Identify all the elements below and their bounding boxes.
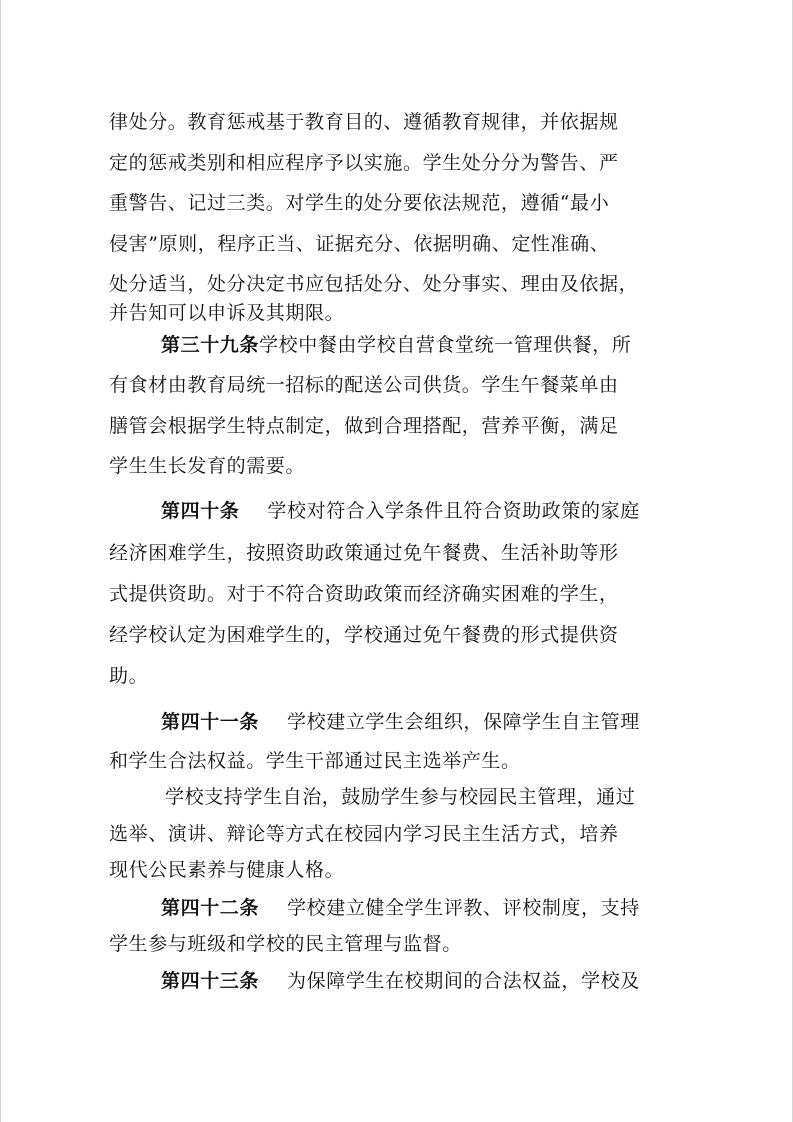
line-text: 学校支持学生自治，鼓励学生参与校园民主管理，通过	[165, 786, 636, 808]
text-line	[165, 782, 635, 809]
line-text: 定的惩戒类别和相应程序予以实施。学生处分分为警告、严	[109, 152, 619, 174]
text-line	[109, 188, 609, 215]
article-heading: 第四十二条	[161, 897, 260, 919]
text-line	[109, 819, 619, 846]
text-line	[109, 620, 619, 647]
line-text: 式提供资助。对于不符合资助政策而经济确实困难的学生，	[109, 583, 619, 605]
text-line	[109, 411, 619, 438]
line-text: 学校对符合入学条件且符合资助政策的家庭	[267, 500, 640, 522]
text-line	[109, 579, 619, 606]
line-text: 选举、演讲、辩论等方式在校园内学习民主生活方式，培养	[109, 823, 619, 845]
line-text: 有食材由教育局统一招标的配送公司供货。学生午餐菜单由	[109, 374, 619, 396]
text-line	[109, 107, 619, 134]
line-text: 学校建立学生会组织，保障学生自主管理	[287, 711, 640, 733]
text-line	[109, 298, 344, 325]
line-text: 重警告、记过三类。对学生的处分要依法规范，遵循“最小	[109, 192, 610, 214]
article-heading: 第四十一条	[161, 711, 260, 733]
line-text: 处分适当，处分决定书应包括处分、处分事实、理由及依据，	[109, 273, 639, 295]
line-text: 和学生合法权益。学生干部通过民主选举产生。	[109, 750, 521, 772]
line-text: 学生生长发育的需要。	[109, 455, 306, 477]
line-text: 并告知可以申诉及其期限。	[109, 302, 345, 324]
text-line	[109, 929, 462, 956]
text-line	[109, 855, 344, 882]
text-line	[109, 269, 638, 296]
line-text: 学生参与班级和学校的民主管理与监督。	[109, 933, 462, 955]
article-40-first-line	[161, 496, 640, 523]
article-41-first-line	[161, 707, 640, 734]
article-42-first-line	[161, 893, 640, 920]
line-text: 现代公民素养与健康人格。	[109, 859, 345, 881]
text-line	[109, 148, 619, 175]
line-text: 学校建立健全学生评教、评校制度，支持	[287, 897, 640, 919]
line-text: 经学校认定为困难学生的，学校通过免午餐费的形式提供资	[109, 624, 619, 646]
article-39-first-line	[161, 330, 631, 357]
line-text: 为保障学生在校期间的合法权益，学校及	[287, 970, 640, 992]
text-line	[109, 451, 305, 478]
text-line	[109, 661, 148, 688]
article-43-first-line	[161, 966, 640, 993]
text-line	[109, 229, 609, 256]
article-heading: 第三十九条	[161, 334, 260, 356]
line-text: 膳管会根据学生特点制定，做到合理搭配，营养平衡，满足	[109, 415, 619, 437]
line-text: 学校中餐由学校自营食堂统一管理供餐，所	[259, 334, 632, 356]
text-line	[109, 746, 521, 773]
text-line	[109, 370, 619, 397]
article-heading: 第四十三条	[161, 970, 260, 992]
article-heading: 第四十条	[161, 500, 240, 522]
line-text: 律处分。教育惩戒基于教育目的、遵循教育规律，并依据规	[109, 111, 619, 133]
line-text: 助。	[109, 665, 149, 687]
text-line	[109, 538, 619, 565]
line-text: 经济困难学生，按照资助政策通过免午餐费、生活补助等形	[109, 542, 619, 564]
line-text: 侵害”原则，程序正当、证据充分、依据明确、定性准确、	[109, 233, 610, 255]
